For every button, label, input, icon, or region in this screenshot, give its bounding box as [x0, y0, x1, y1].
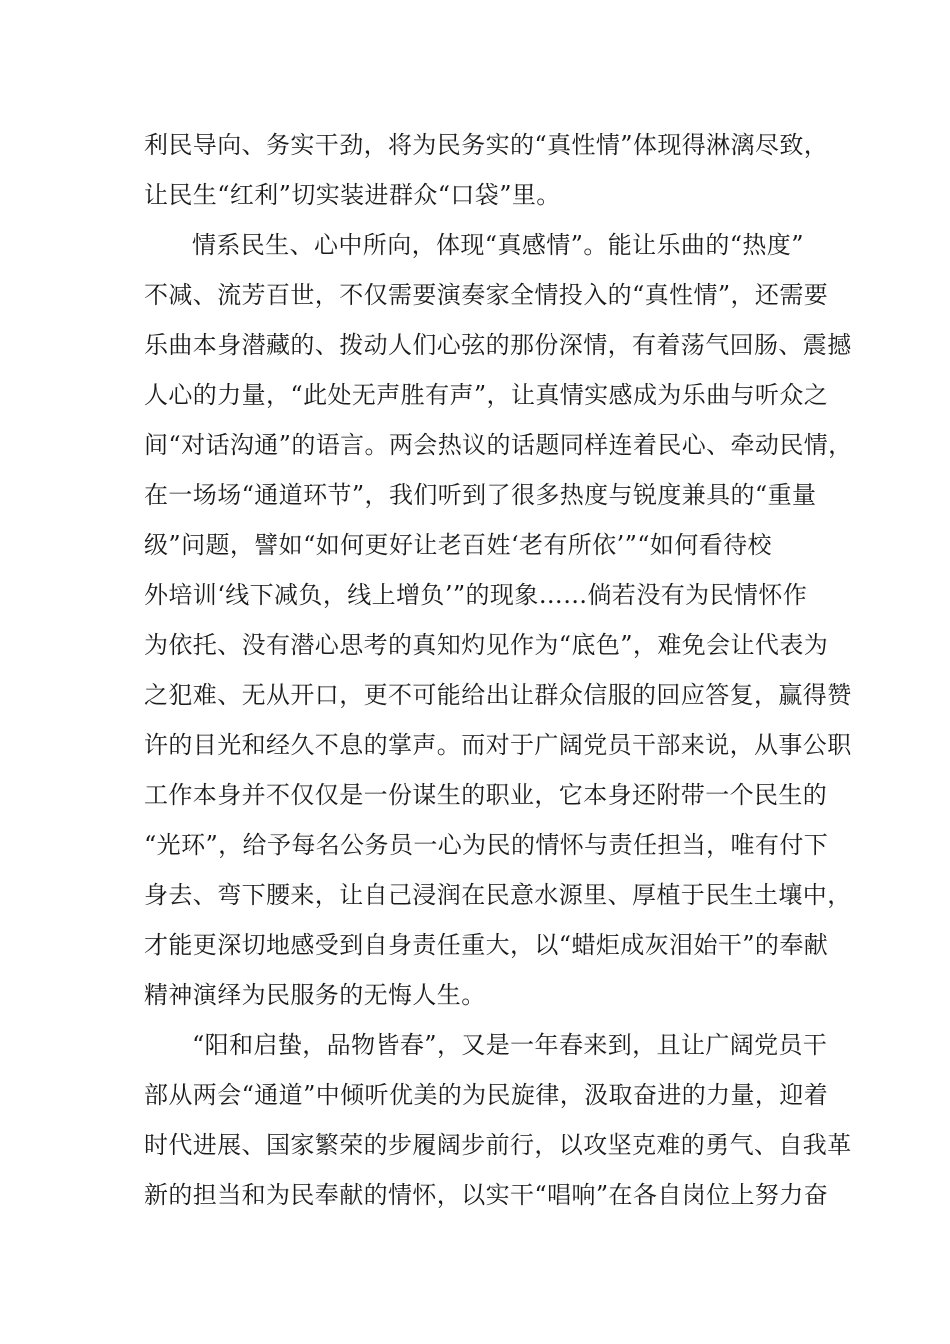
text-line: 外培训‘线下减负，线上增负’”的现象……倘若没有为民情怀作 [144, 581, 808, 609]
text-line: 为依托、没有潜心思考的真知灼见作为“底色”，难免会让代表为 [144, 631, 829, 659]
text-line: 新的担当和为民奉献的情怀，以实干“唱响”在各自岗位上努力奋 [144, 1181, 829, 1209]
text-line: 情系民生、心中所向，体现“真感情”。能让乐曲的“热度” [192, 231, 804, 259]
text-line: 精神演绎为民服务的无悔人生。 [144, 981, 486, 1009]
paragraph-3 [144, 1020, 852, 1220]
text-line: 身去、弯下腰来，让自己浸润在民意水源里、厚植于民生土壤中， [144, 881, 852, 909]
document-body [144, 120, 853, 1220]
text-line: 利民导向、务实干劲，将为民务实的“真性情”体现得淋漓尽致， [144, 131, 829, 159]
text-line: “光环”，给予每名公务员一心为民的情怀与责任担当，唯有付下 [144, 831, 829, 859]
paragraph-1 [144, 120, 834, 220]
text-line: 不减、流芳百世，不仅需要演奏家全情投入的“真性情”，还需要 [144, 281, 829, 309]
text-line: 许的目光和经久不息的掌声。而对于广阔党员干部来说，从事公职 [144, 731, 852, 759]
text-line: 工作本身并不仅仅是一份谋生的职业，它本身还附带一个民生的 [144, 781, 828, 809]
text-line: 在一场场“通道环节”，我们听到了很多热度与锐度兼具的“重量 [144, 481, 817, 509]
text-line: 之犯难、无从开口，更不可能给出让群众信服的回应答复，赢得赞 [144, 681, 852, 709]
text-line: 人心的力量，“此处无声胜有声”，让真情实感成为乐曲与听众之 [144, 381, 829, 409]
text-line: 才能更深切地感受到自身责任重大，以“蜡炬成灰泪始干”的奉献 [144, 931, 829, 959]
text-line: 间“对话沟通”的语言。两会热议的话题同样连着民心、牵动民情， [144, 431, 853, 459]
text-line: 时代进展、国家繁荣的步履阔步前行，以攻坚克难的勇气、自我革 [144, 1131, 852, 1159]
text-line: 让民生“红利”切实装进群众“口袋”里。 [144, 181, 561, 209]
text-line: 级”问题，譬如“如何更好让老百姓‘老有所依’”“如何看待校 [144, 531, 772, 559]
paragraph-2 [144, 220, 853, 1020]
text-line: “阳和启蛰，品物皆春”，又是一年春来到，且让广阔党员干 [192, 1031, 828, 1059]
text-line: 部从两会“通道”中倾听优美的为民旋律，汲取奋进的力量，迎着 [144, 1081, 829, 1109]
text-line: 乐曲本身潜藏的、拨动人们心弦的那份深情，有着荡气回肠、震撼 [144, 331, 852, 359]
